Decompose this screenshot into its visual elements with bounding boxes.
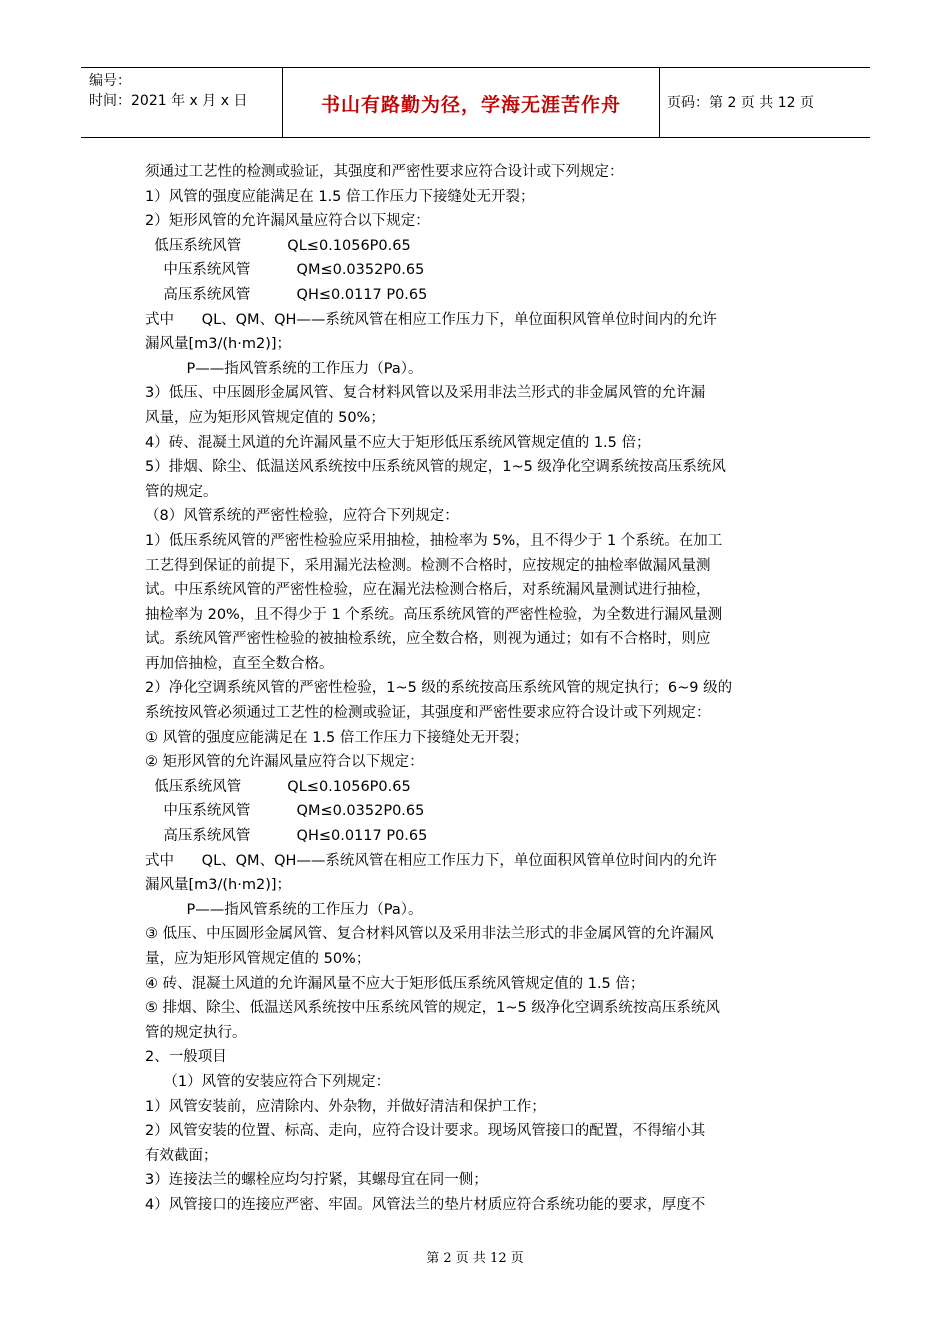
body-text-line: 再加倍抽检，直至全数合格。 [145,655,334,672]
body-text-line: ① 风管的强度应能满足在 1.5 倍工作压力下接缝处无开裂； [145,729,529,746]
body-text-line: 管的规定执行。 [145,1024,247,1041]
body-text-line: （1）风管的安装应符合下列规定： [145,1073,391,1090]
body-text-line: 2）风管安装的位置、标高、走向，应符合设计要求。现场风管接口的配置，不得缩小其 [145,1123,706,1140]
body-text-line: 3）低压、中压圆形金属风管、复合材料风管以及采用非法兰形式的非金属风管的允许漏 [145,385,706,402]
body-text-line: （8）风管系统的严密性检验，应符合下列规定： [145,508,459,525]
body-text-line: 4）砖、混凝土风道的允许漏风量不应大于矩形低压系统风管规定值的 1.5 倍； [145,434,651,451]
body-text-line: 抽检率为 20%，且不得少于 1 个系统。高压系统风管的严密性检验，为全数进行漏风量测 [145,606,723,623]
page-footer: 第 2 页 共 12 页 [426,1251,524,1266]
body-text-line: 漏风量[m3/(h·m2)]； [145,336,292,353]
body-text-line: 中压系统风管 QM≤0.0352P0.65 [145,262,425,279]
body-text-line: 高压系统风管 QH≤0.0117 P0.65 [145,286,428,303]
document-date: 时间：2021 年 x 月 x 日 [89,93,248,109]
header-motto: 书山有路勤为径，学海无涯苦作舟 [320,94,621,116]
body-text-line: 4）风管接口的连接应严密、牢固。风管法兰的垫片材质应符合系统功能的要求，厚度不 [145,1196,706,1213]
body-text-line: 有效截面； [145,1147,218,1164]
body-text-line: 管的规定。 [145,483,218,500]
body-text-line: 中压系统风管 QM≤0.0352P0.65 [145,803,425,820]
body-text-line: 漏风量[m3/(h·m2)]； [145,877,292,894]
body-text-line: 风量，应为矩形风管规定值的 50%； [145,409,385,426]
body-text-line: 1）风管的强度应能满足在 1.5 倍工作压力下接缝处无开裂； [145,188,535,205]
body-text-line: 高压系统风管 QH≤0.0117 P0.65 [145,828,428,845]
document-body [145,160,815,1218]
body-text-line: P——指风管系统的工作压力（Pa）。 [145,901,423,918]
body-text-line: 式中 QL、QM、QH——系统风管在相应工作压力下，单位面积风管单位时间内的允许 [145,311,717,328]
body-text-line: 低压系统风管 QL≤0.1056P0.65 [145,778,411,795]
header-divider-right [659,68,660,137]
body-text-line: 量，应为矩形风管规定值的 50%； [145,951,371,967]
body-text-line: 2）矩形风管的允许漏风量应符合以下规定： [145,213,430,230]
body-text-line: ② 矩形风管的允许漏风量应符合以下规定： [145,754,424,771]
body-text-line: 工艺得到保证的前提下，采用漏光法检测。检测不合格时，应按规定的抽检率做漏风量测 [145,557,711,574]
document-number-label: 编号： [89,73,131,89]
body-text-line: 5）排烟、除尘、低温送风系统按中压系统风管的规定，1~5 级净化空调系统按高压系统风 [145,459,726,476]
header-page-number: 页码：第 2 页 共 12 页 [667,95,814,111]
header-meta [89,71,247,111]
body-text-line: 须通过工艺性的检测或验证，其强度和严密性要求应符合设计或下列规定： [145,164,624,180]
body-text-line: 1）低压系统风管的严密性检验应采用抽检，抽检率为 5%，且不得少于 1 个系统。在加工 [145,532,723,549]
body-text-line: 2）净化空调系统风管的严密性检验，1~5 级的系统按高压系统风管的规定执行；6~9 级的 [145,680,733,697]
body-text-line: ③ 低压、中压圆形金属风管、复合材料风管以及采用非法兰形式的非金属风管的允许漏风 [145,926,714,943]
body-text-line: 3）连接法兰的螺栓应均匀拧紧，其螺母宜在同一侧； [145,1172,488,1189]
body-text-line: 式中 QL、QM、QH——系统风管在相应工作压力下，单位面积风管单位时间内的允许 [145,852,717,869]
body-text-line: P——指风管系统的工作压力（Pa）。 [145,360,423,377]
body-text-line: 试。系统风管严密性检验的被抽检系统，应全数合格，则视为通过；如有不合格时，则应 [145,631,711,648]
body-text-line: ⑤ 排烟、除尘、低温送风系统按中压系统风管的规定，1~5 级净化空调系统按高压系统风 [145,1000,720,1017]
page-header [81,67,870,138]
body-text-line: 系统按风管必须通过工艺性的检测或验证，其强度和严密性要求应符合设计或下列规定： [145,705,711,722]
body-text-line: 1）风管安装前，应清除内、外杂物，并做好清洁和保护工作； [145,1098,546,1115]
body-text-line: 低压系统风管 QL≤0.1056P0.65 [145,237,411,254]
body-text-line: ④ 砖、混凝土风道的允许漏风量不应大于矩形低压系统风管规定值的 1.5 倍； [145,975,645,992]
body-text-line: 试。中压系统风管的严密性检验，应在漏光法检测合格后，对系统漏风量测试进行抽检， [145,582,711,599]
body-text-line: 2、一般项目 [145,1049,227,1066]
